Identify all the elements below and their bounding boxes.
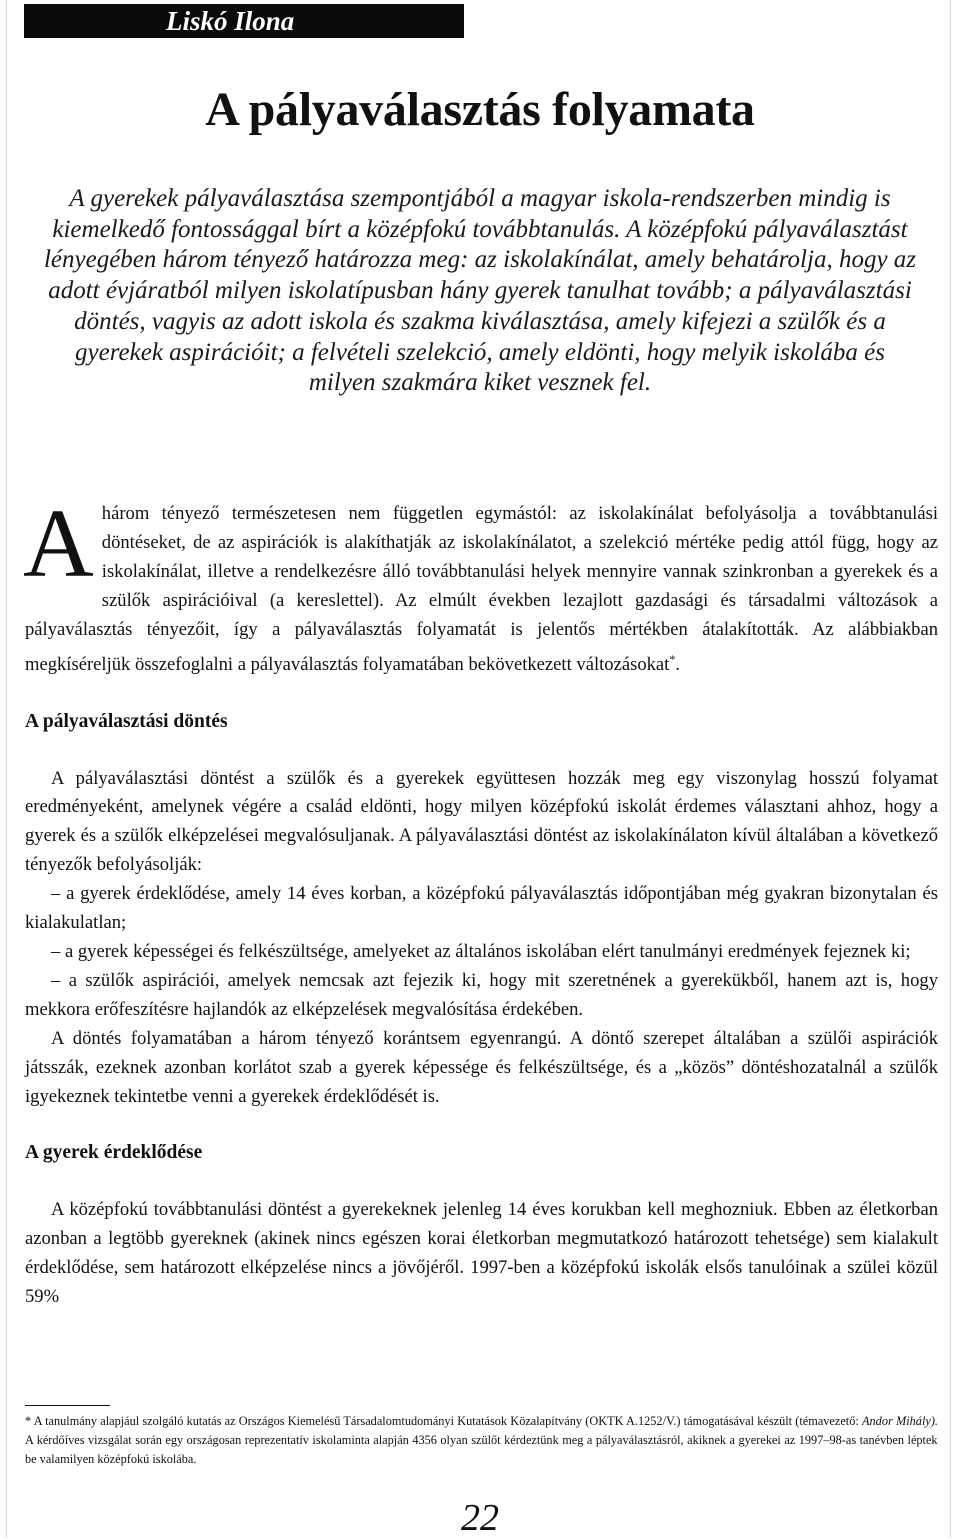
- footnote-mark: *: [669, 651, 676, 666]
- decision-paragraph-2: A döntés folyamatában a három tényező korántsem egyenrangú. A döntő szerepet általában a szülői aspirációk játsszák, ezeknek azonban korlátot szab a gyerek képessége és felkészültsége, és a „közös” döntéshozatalnál a szülők igyekeznek tekintetbe venni a gyerekek érdeklődését is.: [25, 1027, 938, 1107]
- footnote-rule: [25, 1405, 110, 1406]
- decision-item-interest: – a gyerek érdeklődése, amely 14 éves korban, a középfokú pályaválasztás időpontjában még gyakran bizonytalan és kialakulatlan;: [25, 883, 938, 934]
- footnote-text-1: * A tanulmány alapjául szolgáló kutatás az Országos Kiemelésű Társadalomtudományi Kutatások Közalapítvány (OKTK A.1252/V.) támogatásával készült (témavezető:: [25, 1414, 863, 1428]
- intro-text: három tényező természetesen nem független egymástól: az iskolakínálat befolyásolja a továbbtanulási döntéseket, de az aspirációk is alakíthatják az iskolakínálatot, a szelekció mértéke pedig attól függ, hogy az iskolakínálat, illetve a rendelkezésre álló továbbtanulási helyek mennyire vannak szinkronban a gyerekek és a szülők aspirációival (a kereslettel). Az elmúlt években lezajlott gazdasági és társadalmi változások a pályaválasztás tényezőit, így a pályaválasztás folyamatát is jelentős mértékben átalakították. Az alábbiakban megkíséreljük összefoglalni a pályaválasztás folyamatában bekövetkezett változásokat: [25, 503, 938, 675]
- drop-cap: A: [23, 490, 94, 598]
- page-border-right: [950, 0, 951, 1537]
- lead-abstract: A gyerekek pályaválasztása szempontjából a magyar iskola-rendszerben mindig is kiemelkedő fontossággal bírt a középfokú továbbtanulás. A középfokú pályaválasztást lényegében három tényező határozza meg: az iskolakínálat, amely behatárolja, hogy az adott évjáratból milyen iskolatípusban hány gyerek tanulhat tovább; a pályaválasztási döntés, vagyis az adott iskola és szakma kiválasztása, amely kifejezi a szülők és a gyerekek aspirációit; a felvételi szelekció, amely eldönti, hogy melyik iskolába és milyen szakmára kiket vesznek fel.: [43, 185, 917, 397]
- intro-paragraph: [23, 490, 938, 680]
- footnote: [25, 1412, 938, 1469]
- interest-paragraph: A középfokú továbbtanulási döntést a gyerekeknek jelenleg 14 éves korukban kell meghozniuk. Ebben az életkorban azonban a legtöbb gyereknek (akinek nincs egészen korai életkorban megmutatkozó határozott tehetsége) sem kialakult érdeklődése, sem határozott elképzelése nincs a jövőjéről. 1997-ben a középfokú iskolák elsős tanulóinak a szülei közül 59%: [25, 1199, 938, 1308]
- intro-end: .: [675, 653, 680, 675]
- page-number: 22: [461, 1497, 499, 1539]
- footnote-leader: Andor Mihály).: [862, 1414, 938, 1428]
- article-body: [23, 490, 938, 1312]
- author-name: Liskó Ilona: [166, 6, 295, 36]
- section-heading-decision: A pályaválasztási döntés: [25, 710, 228, 732]
- decision-item-ability: – a gyerek képességei és felkészültsége, amelyeket az általános iskolában elért tanulmányi eredmények fejeznek ki;: [51, 940, 911, 962]
- decision-item-aspiration: – a szülők aspirációi, amelyek nemcsak azt fejezik ki, hogy mit szeretnének a gyerekükből, hanem azt is, hogy mekkora erőfeszítésre hajlandók az elképzelések megvalósítása érdekében.: [25, 969, 938, 1020]
- author-banner: [24, 4, 464, 38]
- footnote-text-2: A kérdőíves vizsgálat során egy országosan reprezentatív iskolaminta alapján 4356 olyan szülőt kérdeztünk meg a pályaválasztásról, akiknek a gyerekei az 1997–98-as tanévben léptek be valamilyen középfokú iskolába.: [25, 1433, 938, 1466]
- decision-paragraph: A pályaválasztási döntést a szülők és a gyerekek együttesen hozzák meg egy viszonylag hosszú folyamat eredményeként, amelynek végére a család eldönti, hogy milyen középfokú iskolát érdemes választani ahhoz, hogy a gyerek és a szülők elképzelései megvalósuljanak. A pályaválasztási döntést az iskolakínálaton kívül általában a következő tényezők befolyásolják:: [25, 767, 938, 876]
- page-border-left: [6, 0, 7, 1537]
- article-title: A pályaválasztás folyamata: [205, 83, 755, 136]
- section-heading-interest: A gyerek érdeklődése: [25, 1142, 203, 1164]
